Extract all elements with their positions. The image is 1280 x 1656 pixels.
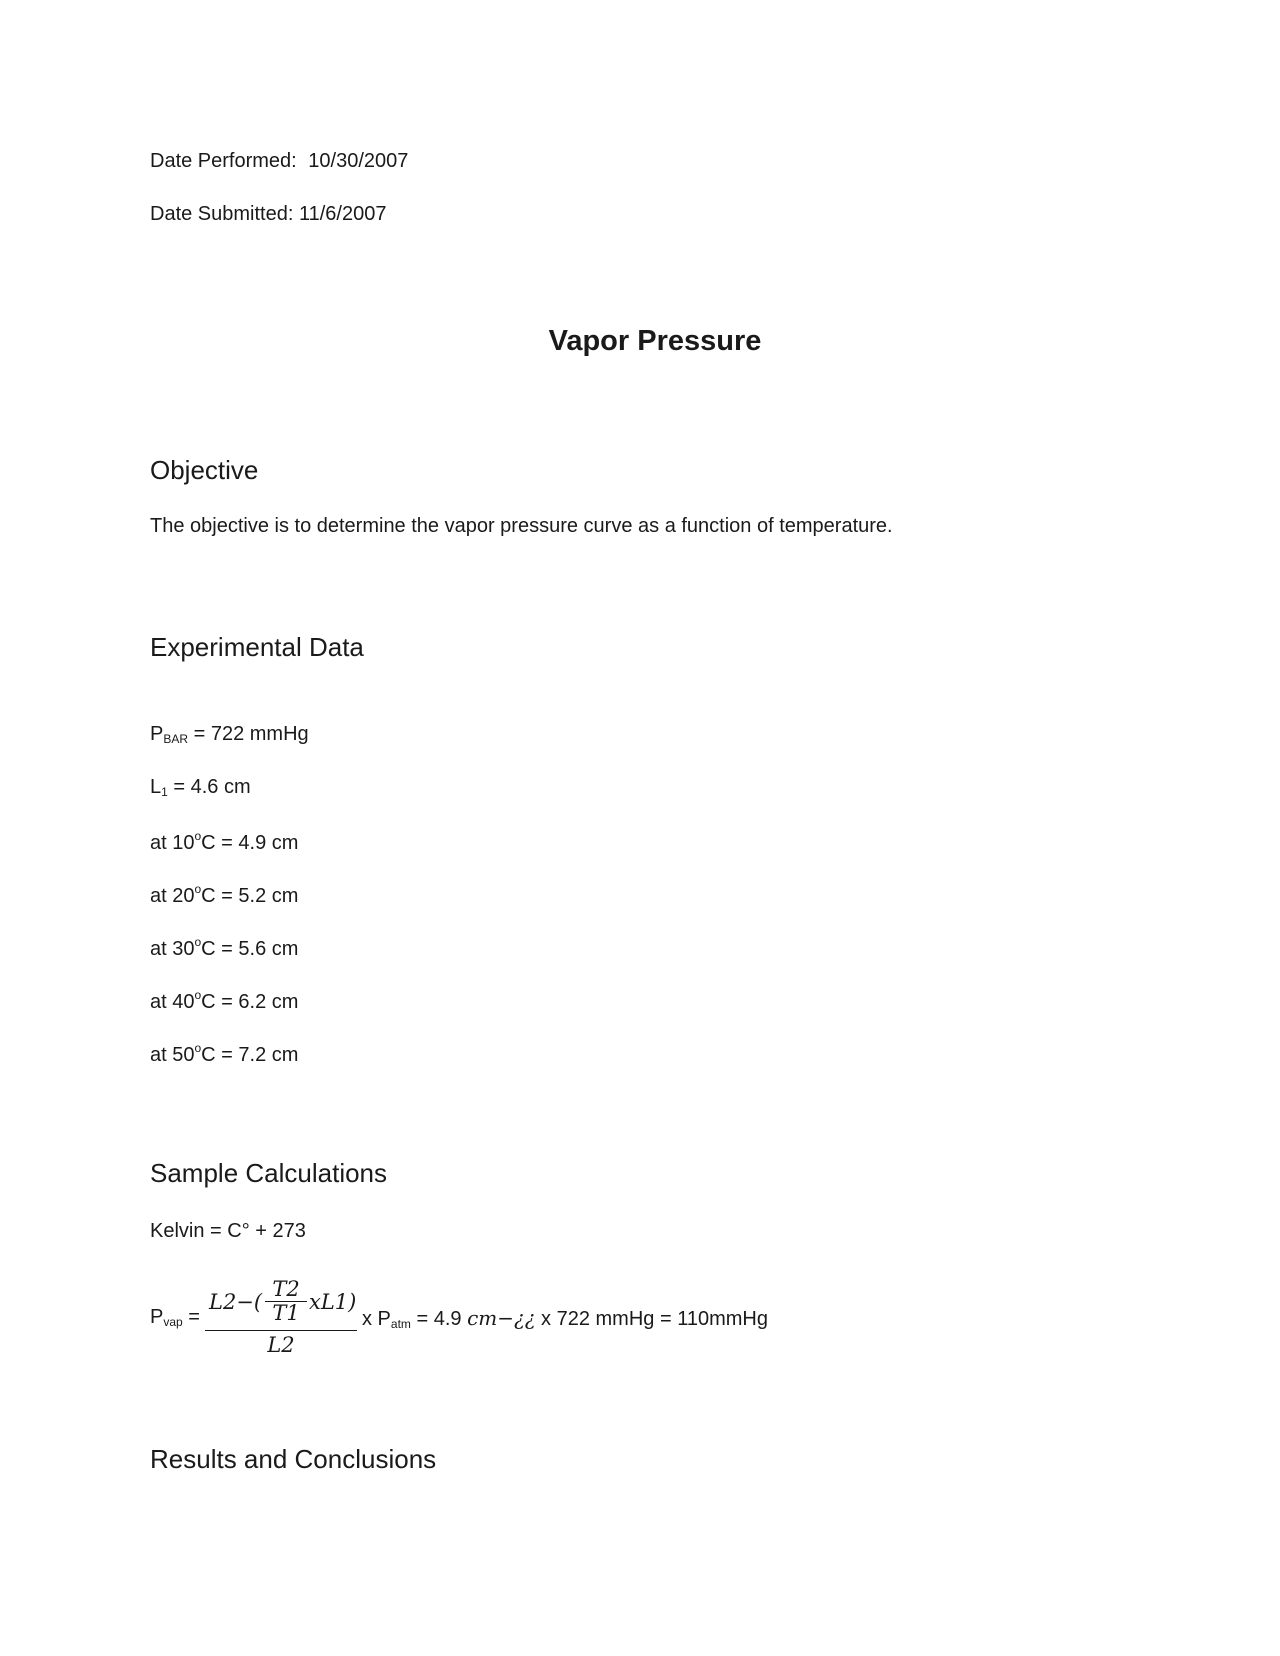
objective-heading: Objective (150, 455, 259, 485)
fraction-numerator-right: xL1) (309, 1290, 357, 1314)
measurement-temp: at 20 (150, 885, 195, 907)
measurement-row (150, 1041, 298, 1067)
date-performed-value: 10/30/2007 (308, 150, 409, 172)
measurement-row (150, 988, 298, 1014)
degree-mark: o (194, 988, 202, 1002)
pbar-subscript: BAR (163, 732, 189, 746)
degree-mark: o (194, 935, 202, 949)
pvap-symbol: P (150, 1306, 164, 1328)
pvap-result (362, 1306, 768, 1331)
pvap-equals: = (188, 1306, 200, 1328)
result-garbled-math: cm−¿¿ (467, 1306, 536, 1330)
measurement-row (150, 829, 298, 855)
measurement-value: C = 5.2 cm (201, 885, 299, 907)
patm-subscript: atm (390, 1317, 411, 1331)
date-submitted-line (150, 203, 386, 226)
measurement-row (150, 882, 298, 908)
sample-calculations-heading: Sample Calculations (150, 1158, 388, 1188)
objective-text: The objective is to determine the vapor pressure curve as a function of temperature. (150, 515, 893, 537)
degree-mark: o (194, 829, 202, 843)
degree-mark: o (194, 882, 202, 896)
temperature-ratio (265, 1278, 307, 1325)
pvap-fraction (205, 1278, 357, 1360)
fraction-numerator-left: L2−( (209, 1290, 263, 1314)
pbar-value: = 722 mmHg (193, 723, 309, 745)
measurement-temp: at 30 (150, 938, 195, 960)
date-performed-label: Date Performed: (150, 150, 297, 172)
degree-mark: o (194, 1041, 202, 1055)
measurement-row (150, 935, 298, 961)
temperature-ratio-bottom: T1 (272, 1301, 300, 1325)
pvap-subscript: vap (163, 1315, 183, 1329)
fraction-denominator: L2 (267, 1333, 295, 1357)
measurement-value: C = 5.6 cm (201, 938, 299, 960)
l1-subscript: 1 (161, 785, 168, 799)
measurement-value: C = 6.2 cm (201, 991, 299, 1013)
fraction-bar (205, 1330, 357, 1331)
date-performed-line (150, 150, 408, 173)
pvap-label (150, 1306, 200, 1329)
pbar-symbol: P (150, 723, 164, 745)
measurement-value: C = 7.2 cm (201, 1044, 299, 1066)
pbar-line (150, 723, 309, 746)
measurement-value: C = 4.9 cm (201, 832, 299, 854)
results-heading: Results and Conclusions (150, 1444, 437, 1474)
measurement-temp: at 40 (150, 991, 195, 1013)
times-p: x P (362, 1308, 391, 1330)
temperature-ratio-top: T2 (265, 1278, 307, 1302)
date-submitted-value: 11/6/2007 (298, 203, 387, 225)
measurement-temp: at 10 (150, 832, 195, 854)
experimental-data-heading: Experimental Data (150, 632, 364, 662)
date-submitted-label: Date Submitted: (150, 203, 294, 225)
l1-line (150, 776, 251, 799)
result-final: x 722 mmHg = 110mmHg (535, 1308, 768, 1330)
l1-symbol: L (150, 776, 162, 798)
kelvin-formula: Kelvin = C° + 273 (150, 1220, 306, 1242)
measurement-temp: at 50 (150, 1044, 195, 1066)
document-title: Vapor Pressure (548, 325, 762, 357)
l1-value: = 4.6 cm (173, 776, 251, 798)
result-value: = 4.9 (416, 1308, 468, 1330)
